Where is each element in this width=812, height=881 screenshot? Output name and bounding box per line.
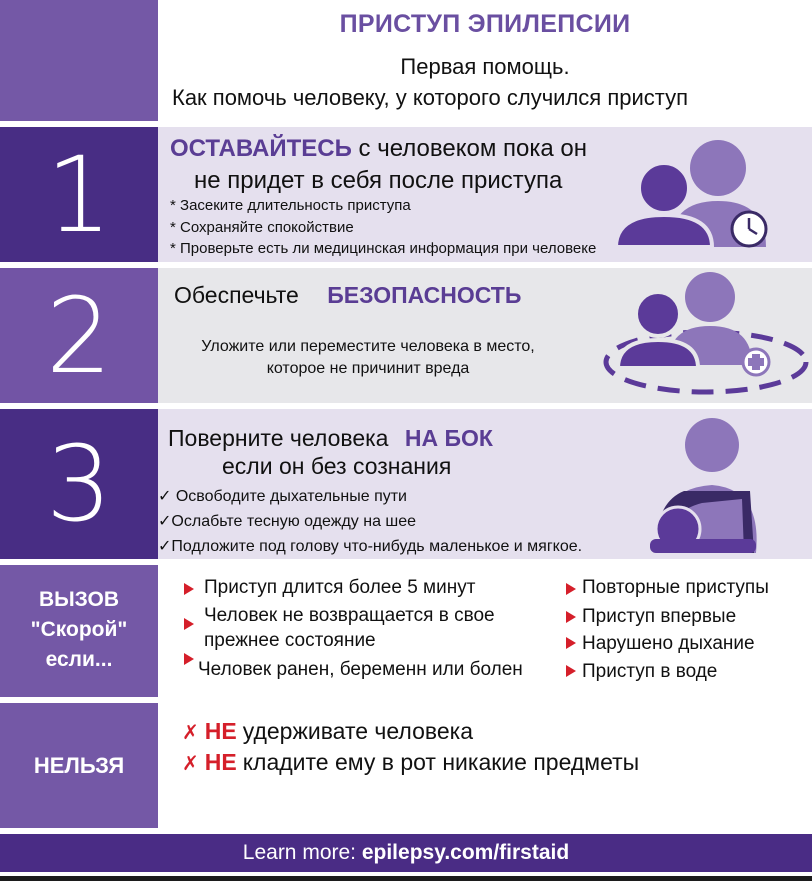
step-3-heading xyxy=(168,425,493,452)
people-clock-icon xyxy=(608,135,778,250)
step-1-content xyxy=(158,127,812,262)
ambulance-condition-continued: прежнее состояние xyxy=(204,630,376,651)
call-ambulance-content xyxy=(158,565,812,697)
bottom-edge xyxy=(0,872,812,881)
step-1-heading-line-2: не придет в себя после приступа xyxy=(194,167,563,194)
step-1-bullet: * Проверьте есть ли медицинская информация при человеке xyxy=(170,240,597,257)
step-2-heading-plain: Обеспечьте xyxy=(174,282,299,308)
call-ambulance-section xyxy=(0,565,812,697)
step-2-text xyxy=(178,336,558,380)
red-triangle-bullet-icon xyxy=(566,583,576,595)
step-3-check-item: ✓ Освободите дыхательные пути xyxy=(158,488,407,505)
forbidden-section xyxy=(0,703,812,828)
step-3-number-panel xyxy=(0,409,158,559)
call-ambulance-title xyxy=(0,585,158,675)
forbidden-item-text: удерживате человека xyxy=(242,718,473,744)
step-3-check-item: ✓Ослабьте тесную одежду на шее xyxy=(158,513,417,530)
red-triangle-bullet-icon xyxy=(184,618,194,630)
ambulance-condition: Повторные приступы xyxy=(582,577,769,598)
page-title: ПРИСТУП ЭПИЛЕПСИИ xyxy=(339,10,631,38)
step-1-heading-highlight: ОСТАВАЙТЕСЬ xyxy=(170,135,352,162)
call-ambulance-title-line: если... xyxy=(45,648,113,671)
step-3-heading-line-2: если он без сознания xyxy=(222,453,452,479)
step-2-text-line-1: Уложите или переместите человека в место, xyxy=(201,338,535,355)
footer-prefix: Learn more: xyxy=(242,841,362,864)
recovery-position-icon xyxy=(644,413,770,555)
step-2-heading xyxy=(174,282,521,309)
forbidden-title: НЕЛЬЗЯ xyxy=(33,752,125,778)
step-1-bullet: * Засеките длительность приступа xyxy=(170,197,411,214)
step-3-heading-plain: Поверните человека xyxy=(168,425,389,451)
red-triangle-bullet-icon xyxy=(566,637,576,649)
forbidden-title-panel xyxy=(0,703,158,828)
ambulance-condition: Приступ в воде xyxy=(582,661,718,682)
forbidden-item xyxy=(182,749,639,776)
step-2-text-line-2: которое не причинит вреда xyxy=(266,360,470,377)
red-triangle-bullet-icon xyxy=(566,665,576,677)
red-triangle-bullet-icon xyxy=(566,611,576,623)
forbidden-item xyxy=(182,718,473,745)
step-2-number-panel xyxy=(0,268,158,403)
step-1-heading-rest: с человеком пока он xyxy=(358,135,587,162)
footer-bar xyxy=(0,834,812,872)
step-3-content xyxy=(158,409,812,559)
red-cross-icon: ✗ xyxy=(182,722,199,744)
ambulance-condition: Приступ длится более 5 минут xyxy=(204,577,476,598)
forbidden-content xyxy=(158,703,812,828)
header xyxy=(0,0,812,121)
ambulance-condition: Приступ впервые xyxy=(582,606,737,627)
red-triangle-bullet-icon xyxy=(184,583,194,595)
subtitle-line-1: Первая помощь. xyxy=(400,54,570,79)
ambulance-condition: Человек ранен, беременн или болен xyxy=(198,659,523,680)
header-content xyxy=(158,0,812,121)
red-triangle-bullet-icon xyxy=(184,653,194,665)
ambulance-condition: Нарушено дыхание xyxy=(582,633,755,654)
ambulance-condition: Человек не возвращается в свое xyxy=(204,605,495,626)
step-1-heading xyxy=(170,135,587,163)
forbidden-item-text: кладите ему в рот никакие предметы xyxy=(242,749,640,775)
step-2-content xyxy=(158,268,812,403)
footer-link[interactable]: epilepsy.com/firstaid xyxy=(361,841,570,864)
step-1-bullet: * Сохраняйте спокойствие xyxy=(170,219,354,236)
negation-word: НЕ xyxy=(204,749,237,775)
step-3 xyxy=(0,409,812,559)
call-ambulance-title-line: ВЫЗОВ xyxy=(38,588,120,611)
step-1-number: 1 xyxy=(45,133,113,256)
people-safe-zone-icon xyxy=(594,270,812,401)
step-2-number: 2 xyxy=(45,274,113,397)
subtitle-line-2: Как помочь человеку, у которого случился приступ xyxy=(172,85,688,110)
step-1 xyxy=(0,127,812,262)
step-2-heading-highlight: БЕЗОПАСНОСТЬ xyxy=(327,282,522,308)
red-cross-icon: ✗ xyxy=(182,753,199,775)
step-3-number: 3 xyxy=(45,423,113,545)
step-2 xyxy=(0,268,812,403)
step-1-number-panel xyxy=(0,127,158,262)
header-side-panel xyxy=(0,0,158,121)
step-3-heading-highlight: НА БОК xyxy=(404,425,493,451)
call-ambulance-title-line: "Скорой" xyxy=(30,618,128,641)
negation-word: НЕ xyxy=(204,718,237,744)
call-ambulance-title-panel xyxy=(0,565,158,697)
step-3-check-item: ✓Подложите под голову что-нибудь маленькое и мягкое. xyxy=(158,538,583,555)
bottom-divider xyxy=(0,876,812,881)
